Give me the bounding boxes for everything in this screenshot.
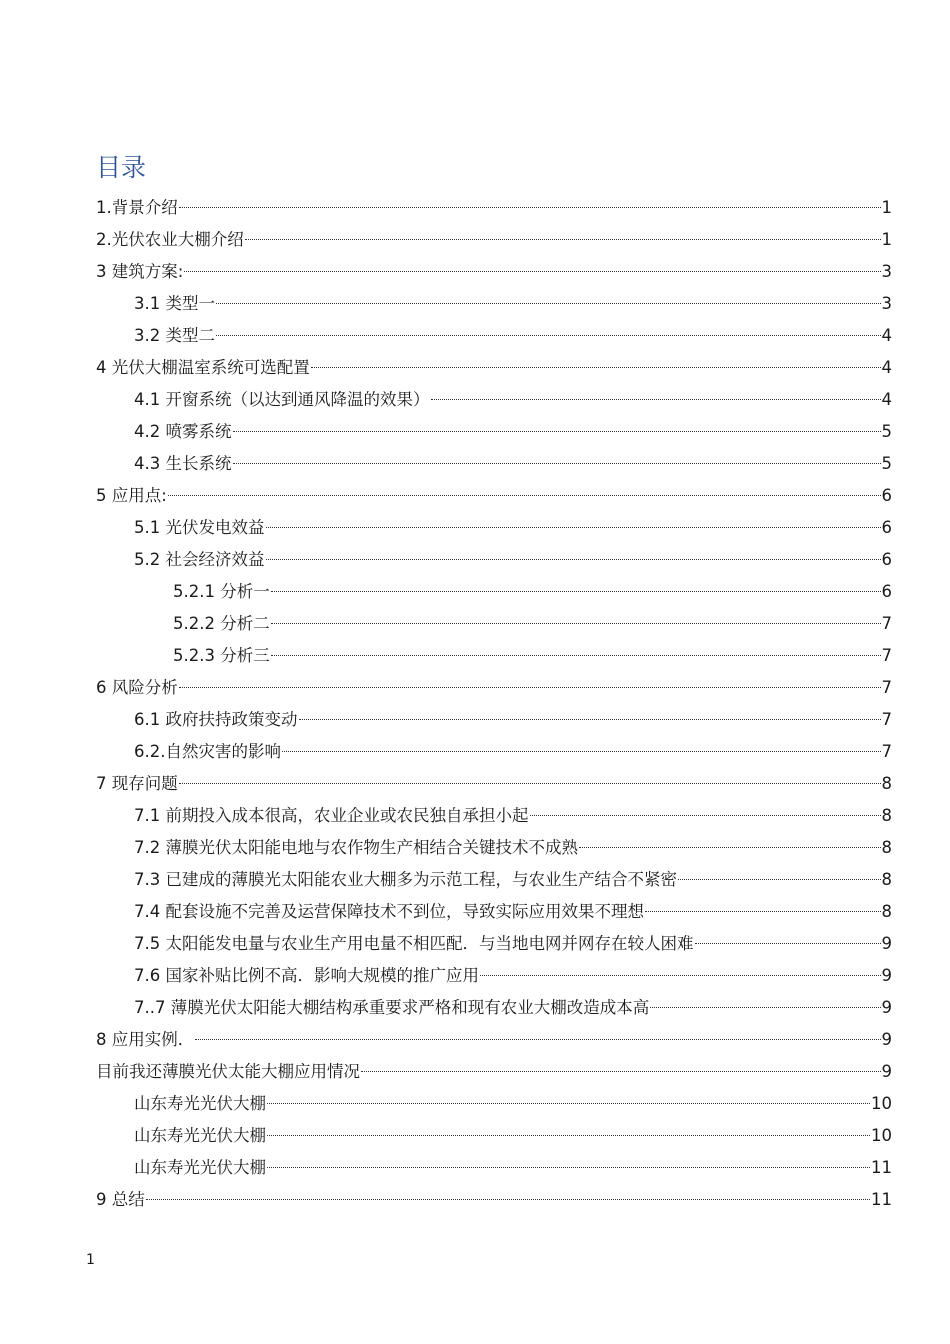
toc-leader-dots [645, 911, 881, 912]
toc-entry[interactable] [96, 704, 892, 736]
toc-entry[interactable] [96, 1088, 892, 1120]
toc-entry[interactable] [96, 384, 892, 416]
toc-leader-dots [266, 559, 881, 560]
toc-entry-page: 4 [881, 326, 892, 345]
toc-leader-dots [267, 1135, 870, 1136]
toc-entry-page: 10 [871, 1126, 892, 1145]
toc-entry-label: 5.2 社会经济效益 [134, 550, 265, 569]
toc-entry-label: 7.2 薄膜光伏太阳能电地与农作物生产相结合关键技术不成熟 [134, 838, 578, 857]
toc-entry-page: 9 [881, 1062, 892, 1081]
toc-entry-page: 11 [871, 1158, 892, 1177]
toc-entry-label: 7.1 前期投入成本很高，农业企业或农民独自承担小起 [134, 806, 529, 825]
toc-entry-label: 7 现存问题 [96, 774, 178, 793]
toc-entry[interactable] [96, 480, 892, 512]
toc-entry-label: 5 应用点: [96, 486, 167, 505]
toc-leader-dots [299, 719, 881, 720]
toc-entry[interactable] [96, 608, 892, 640]
toc-entry-label: 1.背景介绍 [96, 198, 178, 217]
toc-leader-dots [480, 975, 881, 976]
toc-entry-label: 7.5 太阳能发电量与农业生产用电量不相匹配．与当地电网并网存在较人困难 [134, 934, 694, 953]
toc-entry[interactable] [96, 1120, 892, 1152]
toc-entry-label: 5.2.2 分析二 [173, 614, 270, 633]
toc-leader-dots [650, 1007, 880, 1008]
toc-entry-label: 4.1 开窗系统（以达到通风降温的效果） [134, 390, 430, 409]
toc-entry-page: 8 [881, 838, 892, 857]
toc-entry[interactable] [96, 288, 892, 320]
toc-entry-label: 7.6 国家补贴比例不高．影响大规模的推广应用 [134, 966, 479, 985]
toc-leader-dots [695, 943, 881, 944]
toc-entry-page: 9 [881, 934, 892, 953]
toc-entry-page: 8 [881, 870, 892, 889]
toc-leader-dots [146, 1199, 870, 1200]
toc-entry-label: 7..7 薄膜光伏太阳能大棚结构承重要求严格和现有农业大棚改造成本高 [134, 998, 650, 1017]
toc-leader-dots [233, 431, 881, 432]
toc-entry-page: 7 [881, 710, 892, 729]
toc-entry-label: 山东寿光光伏大棚 [134, 1094, 266, 1113]
toc-title: 目录 [96, 153, 147, 182]
toc-entry[interactable] [96, 320, 892, 352]
toc-leader-dots [282, 751, 881, 752]
toc-entry-page: 1 [881, 230, 892, 249]
toc-entry-label: 5.1 光伏发电效益 [134, 518, 265, 537]
toc-entry-page: 6 [881, 550, 892, 569]
toc-leader-dots [245, 239, 881, 240]
toc-entry-label: 2.光伏农业大棚介绍 [96, 230, 244, 249]
toc-leader-dots [195, 1039, 880, 1040]
toc-entry[interactable] [96, 352, 892, 384]
toc-entry-page: 8 [881, 806, 892, 825]
toc-entry-label: 6 风险分析 [96, 678, 178, 697]
toc-leader-dots [179, 687, 881, 688]
toc-entry-page: 7 [881, 678, 892, 697]
toc-leader-dots [271, 591, 881, 592]
toc-entry[interactable] [96, 768, 892, 800]
toc-entry-page: 6 [881, 486, 892, 505]
toc-entry-page: 9 [881, 966, 892, 985]
toc-entry[interactable] [96, 800, 892, 832]
toc-entry[interactable] [96, 960, 892, 992]
toc-leader-dots [271, 623, 881, 624]
toc-leader-dots [179, 783, 881, 784]
toc-entry-page: 8 [881, 774, 892, 793]
toc-entry-label: 7.4 配套设施不完善及运营保障技术不到位，导致实际应用效果不理想 [134, 902, 644, 921]
toc-leader-dots [271, 655, 881, 656]
toc-leader-dots [233, 463, 881, 464]
toc-leader-dots [311, 367, 881, 368]
toc-entry-page: 3 [881, 262, 892, 281]
toc-entry-page: 6 [881, 582, 892, 601]
toc-entry-page: 9 [881, 998, 892, 1017]
toc-entry-page: 5 [881, 454, 892, 473]
toc-entry[interactable] [96, 736, 892, 768]
toc-entry[interactable] [96, 1024, 892, 1056]
toc-entry-page: 6 [881, 518, 892, 537]
toc-leader-dots [579, 847, 881, 848]
toc-entry[interactable] [96, 640, 892, 672]
toc-entry-label: 3 建筑方案: [96, 262, 184, 281]
toc-entry[interactable] [96, 864, 892, 896]
toc-entry-page: 7 [881, 614, 892, 633]
toc-entry-label: 3.1 类型一 [134, 294, 215, 313]
toc-leader-dots [530, 815, 881, 816]
toc-entry-page: 8 [881, 902, 892, 921]
toc-entry-page: 5 [881, 422, 892, 441]
toc-leader-dots [678, 879, 881, 880]
toc-leader-dots [168, 495, 881, 496]
toc-entry-label: 4.3 生长系统 [134, 454, 232, 473]
footer-page-number: 1 [86, 1252, 95, 1268]
toc-leader-dots [216, 335, 881, 336]
toc-leader-dots [216, 303, 881, 304]
toc-entry-page: 4 [881, 358, 892, 377]
toc-entry[interactable] [96, 928, 892, 960]
toc-entry-page: 7 [881, 646, 892, 665]
toc-entry-label: 5.2.3 分析三 [173, 646, 270, 665]
toc-leader-dots [431, 399, 881, 400]
toc-entry-label: 4.2 喷雾系统 [134, 422, 232, 441]
toc-entry-page: 1 [881, 198, 892, 217]
toc-entry-page: 10 [871, 1094, 892, 1113]
toc-entry[interactable] [96, 512, 892, 544]
toc-entry-label: 6.2.自然灾害的影响 [134, 742, 281, 761]
toc-entry-label: 3.2 类型二 [134, 326, 215, 345]
toc-entry[interactable] [96, 832, 892, 864]
toc-entry-label: 目前我还薄膜光伏太能大棚应用情况 [96, 1062, 360, 1081]
toc-leader-dots [267, 1103, 870, 1104]
toc-entry[interactable] [96, 1152, 892, 1184]
toc-entry[interactable] [96, 896, 892, 928]
toc-entry[interactable] [96, 224, 892, 256]
toc-entry-page: 7 [881, 742, 892, 761]
toc-leader-dots [266, 527, 881, 528]
toc-entry-label: 5.2.1 分析一 [173, 582, 270, 601]
toc-leader-dots [361, 1071, 881, 1072]
toc-entry-label: 山东寿光光伏大棚 [134, 1158, 266, 1177]
toc-entry-label: 6.1 政府扶持政策变动 [134, 710, 298, 729]
toc-entry-page: 4 [881, 390, 892, 409]
toc-entry-label: 7.3 已建成的薄膜光太阳能农业大棚多为示范工程，与农业生产结合不紧密 [134, 870, 677, 889]
toc-entry-label: 4 光伏大棚温室系统可选配置 [96, 358, 310, 377]
toc-entry[interactable] [96, 192, 892, 224]
toc-list [96, 192, 892, 1216]
toc-entry[interactable] [96, 576, 892, 608]
toc-entry[interactable] [96, 992, 892, 1024]
toc-entry[interactable] [96, 416, 892, 448]
toc-entry[interactable] [96, 672, 892, 704]
toc-entry-label: 山东寿光光伏大棚 [134, 1126, 266, 1145]
toc-leader-dots [179, 207, 881, 208]
toc-entry-page: 3 [881, 294, 892, 313]
toc-entry-page: 11 [871, 1190, 892, 1209]
toc-entry[interactable] [96, 1184, 892, 1216]
toc-entry[interactable] [96, 256, 892, 288]
toc-entry[interactable] [96, 544, 892, 576]
toc-entry[interactable] [96, 1056, 892, 1088]
toc-leader-dots [267, 1167, 870, 1168]
toc-entry-label: 8 应用实例． [96, 1030, 195, 1049]
toc-entry-label: 9 总结 [96, 1190, 145, 1209]
toc-leader-dots [184, 271, 880, 272]
toc-entry-page: 9 [881, 1030, 892, 1049]
toc-entry[interactable] [96, 448, 892, 480]
